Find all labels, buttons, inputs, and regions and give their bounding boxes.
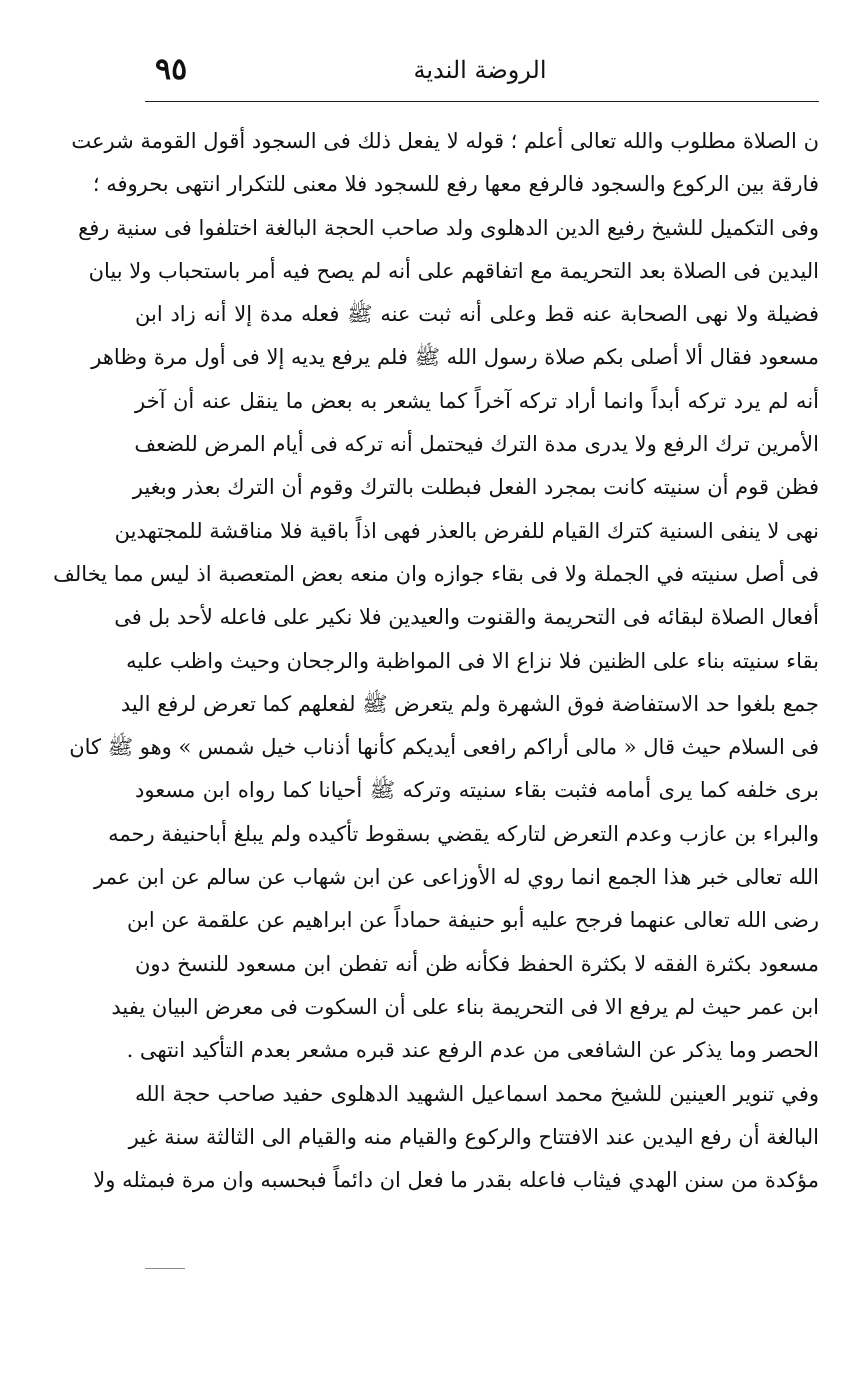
text-line: الله تعالى خبر هذا الجمع انما روي له الأوزاعى عن ابن شهاب عن سالم عن ابن عمر <box>94 865 819 890</box>
text-line: ابن عمر حيث لم يرفع الا فى التحريمة بناء على أن السكوت فى معرض البيان يفيد <box>111 994 819 1019</box>
text-line: البالغة أن رفع اليدين عند الافتتاح والركوع والقيام منه والقيام الى الثالثة سنة غير <box>128 1124 819 1149</box>
text-line: فظن قوم أن سنيته كانت بمجرد الفعل فبطلت بالترك وقوم أن الترك بعذر وبغير <box>132 475 819 500</box>
text-line: ن الصلاة مطلوب والله تعالى أعلم ؛ قوله لا يفعل ذلك فى السجود أقول القومة شرعت <box>71 129 819 153</box>
text-line: أنه لم يرد تركه أبداً وانما أراد تركه آخراً كما يشعر به بعض ما ينقل عنه أن آخر <box>135 388 819 413</box>
text-line: وفى التكميل للشيخ رفيع الدين الدهلوى ولد صاحب الحجة البالغة اختلفوا فى سنية رفع <box>78 215 819 240</box>
text-line: الأمرين ترك الرفع ولا يدرى مدة الترك فيحتمل أنه تركه فى أيام المرض للضعف <box>134 432 819 457</box>
text-line: رضى الله تعالى عنهما فرجح عليه أبو حنيفة حماداً عن ابراهيم عن علقمة عن ابن <box>127 908 819 933</box>
text-line: بقاء سنيته بناء على الظنين فلا نزاع الا فى المواظبة والرجحان وحيث واظب عليه <box>126 648 819 673</box>
text-line: مسعود فقال ألا أصلى بكم صلاة رسول الله ﷺ فلم يرفع يديه إلا فى أول مرة وظاهر <box>91 345 819 370</box>
text-line: أفعال الصلاة لبقائه فى التحريمة والقنوت والعيدين فلا نكير على فاعله لأحد بل فى <box>114 605 819 630</box>
text-line: فى أصل سنيته في الجملة ولا فى بقاء جوازه وان منعه بعض المتعصبة اذ ليس مما يخالف <box>53 561 819 586</box>
body-text <box>53 120 819 1202</box>
text-line: والبراء بن عازب وعدم التعرض لتاركه يقضي بسقوط تأكيده ولم يبلغ أباحنيفة رحمه <box>108 821 819 846</box>
text-line: نهى لا ينفى السنية كترك القيام للفرض بالعذر فهى اذاً باقية فلا مناقشة للمجتهدين <box>114 518 819 543</box>
page-header <box>145 52 815 98</box>
running-title: الروضة الندية <box>413 56 547 84</box>
text-line: جمع بلغوا حد الاستفاضة فوق الشهرة ولم يتعرض ﷺ لفعلهم كما تعرض لرفع اليد <box>120 691 819 716</box>
text-line: فضيلة ولا نهى الصحابة عنه قط وعلى أنه ثبت عنه ﷺ فعله مدة إلا أنه زاد ابن <box>135 302 819 327</box>
text-line: مؤكدة من سنن الهدي فيثاب فاعله بقدر ما فعل ان دائماً فبحسبه وان مرة فبمثله ولا <box>93 1168 819 1193</box>
page-number: ٩٥ <box>155 52 188 87</box>
text-line: وفي تنوير العينين للشيخ محمد اسماعيل الشهيد الدهلوى حفيد صاحب حجة الله <box>135 1081 819 1106</box>
text-line: مسعود بكثرة الفقه لا بكثرة الحفظ فكأنه ظن أنه تفطن ابن مسعود للنسخ دون <box>135 951 819 976</box>
text-line: فى السلام حيث قال « مالى أراكم رافعى أيديكم كأنها أذناب خيل شمس » وهو ﷺ كان <box>69 735 819 760</box>
footer-mark <box>145 1268 185 1269</box>
text-line: اليدين فى الصلاة بعد التحريمة مع اتفاقهم على أنه لم يصح فيه أمر باستحباب ولا بيان <box>88 258 819 283</box>
header-rule <box>145 101 819 102</box>
text-line: فارقة بين الركوع والسجود فالرفع معها رفع للسجود فلا معنى للتكرار انتهى بحروفه ؛ <box>92 172 819 197</box>
text-line: الحصر وما يذكر عن الشافعى من عدم الرفع عند قبره مشعر بعدم التأكيد انتهى . <box>126 1038 819 1063</box>
text-line: برى خلفه كما يرى أمامه فثبت بقاء سنيته وتركه ﷺ أحيانا كما رواه ابن مسعود <box>135 778 819 803</box>
